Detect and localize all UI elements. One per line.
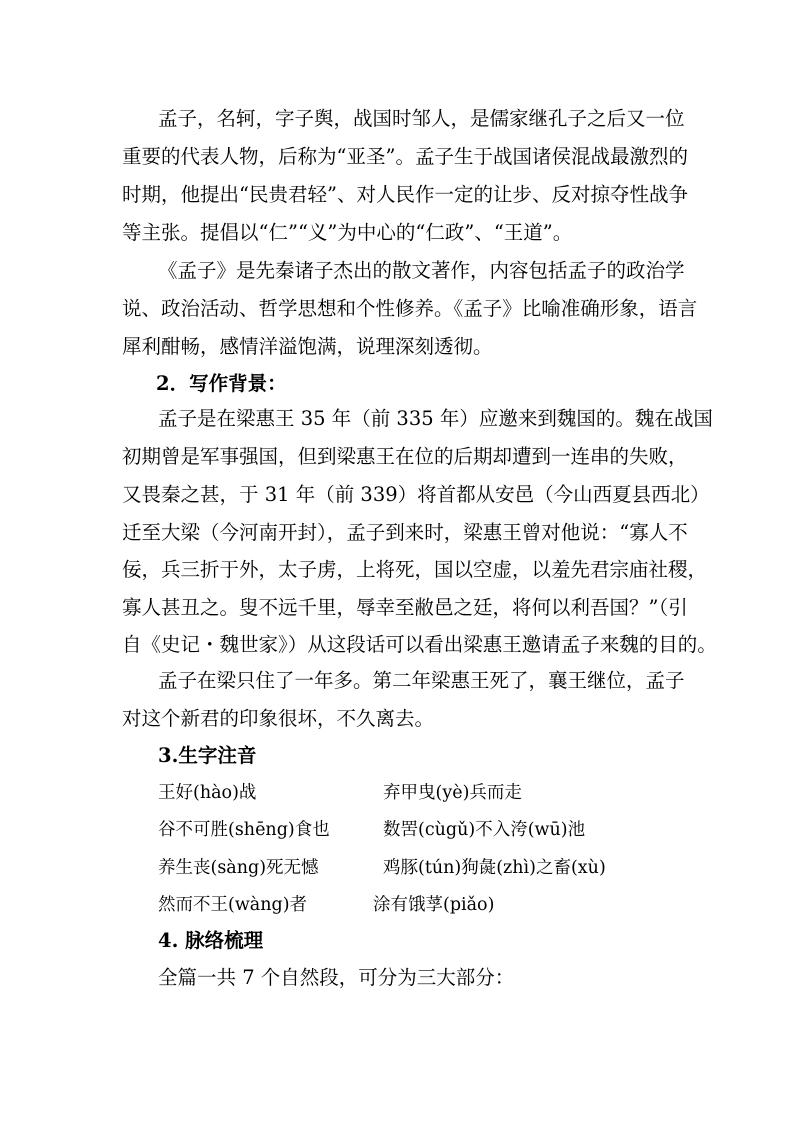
paragraph-line: 说、政治活动、哲学思想和个性修养。《孟子》比喻准确形象，语言 xyxy=(122,297,698,320)
paragraph-line: 对这个新君的印象很坏，不久离去。 xyxy=(122,707,435,730)
section-heading-pinyin: 3.生字注音 xyxy=(158,744,257,767)
paragraph-line: 自《史记・魏世家》）从这段话可以看出梁惠王邀请孟子来魏的目的。 xyxy=(122,633,717,656)
paragraph-line: 孟子是在梁惠王 35 年（前 335 年）应邀来到魏国的。魏在战国 xyxy=(158,407,713,430)
pinyin-item: 然而不王(wàng)者 xyxy=(158,895,308,915)
pinyin-item: 数罟(cùgǔ)不入洿(wū)池 xyxy=(383,820,586,840)
paragraph-line: 全篇一共 7 个自然段，可分为三大部分： xyxy=(158,966,515,989)
paragraph-line: 犀利酣畅，感情洋溢饱满，说理深刻透彻。 xyxy=(122,335,493,358)
paragraph-line: 《孟子》是先秦诸子杰出的散文著作，内容包括孟子的政治学 xyxy=(158,259,685,282)
pinyin-item: 涂有饿莩(piǎo) xyxy=(373,895,495,915)
pinyin-item: 王好(hào)战 xyxy=(158,783,257,803)
paragraph-line: 孟子，名轲，字子舆，战国时邹人，是儒家继孔子之后又一位 xyxy=(158,107,685,130)
section-heading-structure: 4. 脉络梳理 xyxy=(158,929,264,952)
paragraph-line: 孟子在梁只住了一年多。第二年梁惠王死了，襄王继位，孟子 xyxy=(158,669,685,692)
pinyin-item: 养生丧(sàng)死无憾 xyxy=(158,858,319,878)
paragraph-line: 等主张。提倡以“仁”“义”为中心的“仁政”、“王道”。 xyxy=(122,221,573,244)
paragraph-line: 迁至大梁（今河南开封），孟子到来时，梁惠王曾对他说：“寡人不 xyxy=(122,521,688,544)
paragraph-line: 时期，他提出“民贵君轻”、对人民作一定的让步、反对掠夺性战争 xyxy=(122,183,688,206)
pinyin-item: 鸡豚(tún)狗彘(zhì)之畜(xù) xyxy=(383,858,606,878)
paragraph-line: 初期曾是军事强国，但到梁惠王在位的后期却遭到一连串的失败， xyxy=(122,445,688,468)
paragraph-line: 佞，兵三折于外，太子虏，上将死，国以空虚，以羞先君宗庙社稷， xyxy=(122,558,708,581)
section-heading-background: 2．写作背景： xyxy=(156,372,287,395)
paragraph-line: 重要的代表人物，后称为“亚圣”。孟子生于战国诸侯混战最激烈的 xyxy=(122,145,688,168)
paragraph-line: 又畏秦之甚，于 31 年（前 339）将首都从安邑（今山西夏县西北） xyxy=(122,483,710,506)
pinyin-item: 弃甲曳(yè)兵而走 xyxy=(383,783,522,803)
pinyin-item: 谷不可胜(shēng)食也 xyxy=(158,820,330,840)
paragraph-line: 寡人甚丑之。叟不远千里，辱幸至敝邑之廷，将何以利吾国？”（引 xyxy=(122,596,688,619)
